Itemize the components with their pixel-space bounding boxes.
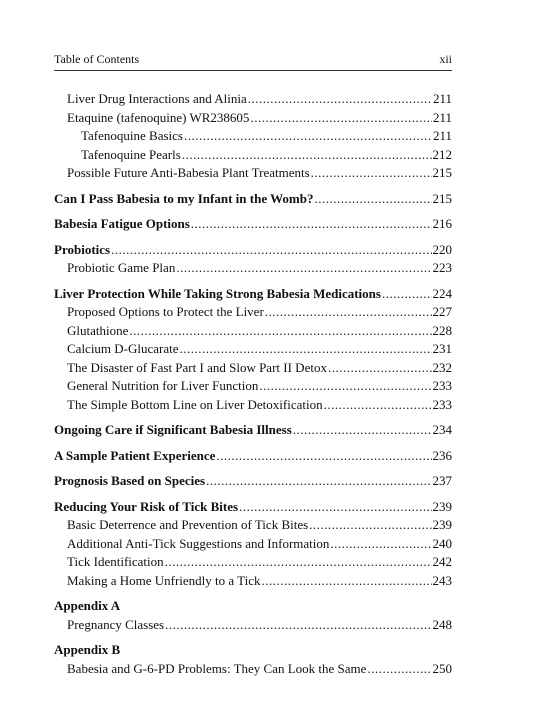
toc-entry-page-number: 231 <box>432 341 452 356</box>
toc-entry-title: Tick Identification <box>67 554 164 569</box>
dot-leader <box>330 535 431 554</box>
dot-leader <box>248 90 432 109</box>
section-gap <box>54 465 452 472</box>
toc-entry-title: A Sample Patient Experience <box>54 447 216 463</box>
toc-entry[interactable] <box>54 215 452 234</box>
toc-entry-title: General Nutrition for Liver Function <box>67 378 259 393</box>
dot-leader <box>216 447 431 466</box>
toc-entry-title: Additional Anti-Tick Suggestions and Information <box>67 535 330 551</box>
toc-entry-page-number: 220 <box>432 241 452 257</box>
dot-leader <box>184 127 432 146</box>
section-gap <box>54 491 452 498</box>
dot-leader <box>176 259 431 278</box>
toc-entry-title: Appendix B <box>54 642 121 657</box>
toc-entry-title: Probiotic Game Plan <box>67 260 176 275</box>
toc-entry-page-number: 233 <box>432 396 452 412</box>
dot-leader <box>262 572 432 591</box>
toc-entry[interactable] <box>54 498 452 517</box>
toc-entry[interactable] <box>54 340 452 359</box>
toc-entry[interactable] <box>54 472 452 491</box>
toc-entry-title: Can I Pass Babesia to my Infant in the Womb? <box>54 190 314 206</box>
dot-leader <box>309 516 431 535</box>
section-gap <box>54 208 452 215</box>
toc-entry[interactable] <box>54 553 452 572</box>
toc-entry[interactable] <box>54 421 452 440</box>
dot-leader <box>314 190 431 209</box>
section-gap <box>54 234 452 241</box>
toc-entry-title: Probiotics <box>54 241 111 257</box>
toc-entry[interactable] <box>54 616 452 635</box>
section-gap <box>54 440 452 447</box>
toc-entry-title: Babesia Fatigue Options <box>54 216 190 231</box>
toc-entry-title: Possible Future Anti-Babesia Plant Treatments <box>67 165 310 180</box>
toc-entry-page-number: 212 <box>432 146 452 162</box>
toc-entry[interactable] <box>54 322 452 341</box>
toc-entry[interactable] <box>54 164 452 183</box>
dot-leader <box>129 322 431 341</box>
toc-entry-page-number: 227 <box>432 304 452 319</box>
dot-leader <box>182 146 432 165</box>
toc-entry[interactable] <box>54 146 452 165</box>
section-gap <box>54 183 452 190</box>
toc-entry[interactable] <box>54 303 452 322</box>
toc-entry-page-number: 216 <box>432 216 452 231</box>
toc-entry-title: Ongoing Care if Significant Babesia Illness <box>54 422 292 437</box>
header-page-number: xii <box>439 52 452 66</box>
dot-leader <box>250 109 432 128</box>
table-of-contents <box>54 90 452 678</box>
toc-entry-page-number: 243 <box>432 572 452 588</box>
toc-entry-page-number: 211 <box>432 91 452 106</box>
toc-entry[interactable] <box>54 90 452 109</box>
dot-leader <box>367 660 431 679</box>
toc-entry[interactable] <box>54 516 452 535</box>
toc-entry-title: Prognosis Based on Species <box>54 473 206 488</box>
toc-entry-title: Appendix A <box>54 598 121 613</box>
toc-entry-page-number: 215 <box>432 165 452 180</box>
toc-entry-title: Proposed Options to Protect the Liver <box>67 304 264 319</box>
toc-entry[interactable] <box>54 396 452 415</box>
dot-leader <box>259 377 431 396</box>
toc-entry[interactable] <box>54 109 452 128</box>
toc-entry[interactable] <box>54 641 452 660</box>
section-gap <box>54 590 452 597</box>
dot-leader <box>111 241 431 260</box>
toc-entry[interactable] <box>54 359 452 378</box>
section-gap <box>54 278 452 285</box>
toc-entry-title: Making a Home Unfriendly to a Tick <box>67 572 261 588</box>
toc-entry[interactable] <box>54 447 452 466</box>
dot-leader <box>265 303 432 322</box>
toc-entry-title: Tafenoquine Pearls <box>81 146 181 162</box>
toc-entry-page-number: 236 <box>432 447 452 463</box>
toc-entry-page-number: 250 <box>432 660 452 676</box>
toc-entry-title: The Disaster of Fast Part I and Slow Part II Detox <box>67 359 327 375</box>
toc-entry-title: Calcium D-Glucarate <box>67 341 179 356</box>
toc-entry-title: Tafenoquine Basics <box>81 128 183 143</box>
toc-entry-title: Basic Deterrence and Prevention of Tick Bites <box>67 517 309 532</box>
dot-leader <box>293 421 432 440</box>
dot-leader <box>382 285 432 304</box>
toc-entry[interactable] <box>54 127 452 146</box>
toc-entry-title: Reducing Your Risk of Tick Bites <box>54 498 239 514</box>
section-gap <box>54 414 452 421</box>
dot-leader <box>328 359 432 378</box>
toc-entry-title: Liver Protection While Taking Strong Babesia Medications <box>54 285 381 301</box>
toc-entry[interactable] <box>54 572 452 591</box>
dot-leader <box>324 396 432 415</box>
toc-entry-title: Glutathione <box>67 322 129 338</box>
dot-leader <box>180 340 432 359</box>
toc-entry-title: The Simple Bottom Line on Liver Detoxification <box>67 396 323 412</box>
toc-entry-title: Pregnancy Classes <box>67 616 165 632</box>
toc-entry-page-number: 211 <box>432 109 452 125</box>
toc-entry-page-number: 237 <box>432 473 452 488</box>
dot-leader <box>165 616 431 635</box>
toc-entry-page-number: 239 <box>432 498 452 514</box>
running-header <box>54 52 452 67</box>
toc-entry-page-number: 215 <box>432 190 452 206</box>
toc-entry-title: Liver Drug Interactions and Alinia <box>67 91 247 106</box>
dot-leader <box>206 472 431 491</box>
toc-entry[interactable] <box>54 285 452 304</box>
toc-entry[interactable] <box>54 190 452 209</box>
dot-leader <box>239 498 431 517</box>
toc-entry-page-number: 239 <box>432 517 452 532</box>
section-gap <box>54 634 452 641</box>
toc-entry[interactable] <box>54 241 452 260</box>
toc-entry-page-number: 211 <box>432 128 452 143</box>
toc-entry-title: Babesia and G-6-PD Problems: They Can Look the Same <box>67 660 367 676</box>
toc-entry-page-number: 223 <box>432 260 452 275</box>
toc-entry-page-number: 232 <box>432 359 452 375</box>
header-rule <box>54 70 452 71</box>
toc-entry-title: Etaquine (tafenoquine) WR238605 <box>67 109 250 125</box>
toc-entry[interactable] <box>54 377 452 396</box>
toc-entry-page-number: 240 <box>432 535 452 551</box>
toc-entry-page-number: 234 <box>432 422 452 437</box>
dot-leader <box>311 164 432 183</box>
dot-leader <box>191 215 432 234</box>
toc-entry[interactable] <box>54 259 452 278</box>
header-title: Table of Contents <box>54 52 140 66</box>
toc-entry-page-number: 233 <box>432 378 452 393</box>
toc-entry-page-number: 242 <box>432 554 452 569</box>
toc-entry[interactable] <box>54 597 452 616</box>
toc-entry-page-number: 248 <box>432 616 452 632</box>
toc-entry[interactable] <box>54 535 452 554</box>
toc-entry-page-number: 224 <box>432 285 452 301</box>
dot-leader <box>165 553 432 572</box>
toc-entry[interactable] <box>54 660 452 679</box>
toc-entry-page-number: 228 <box>432 322 452 338</box>
